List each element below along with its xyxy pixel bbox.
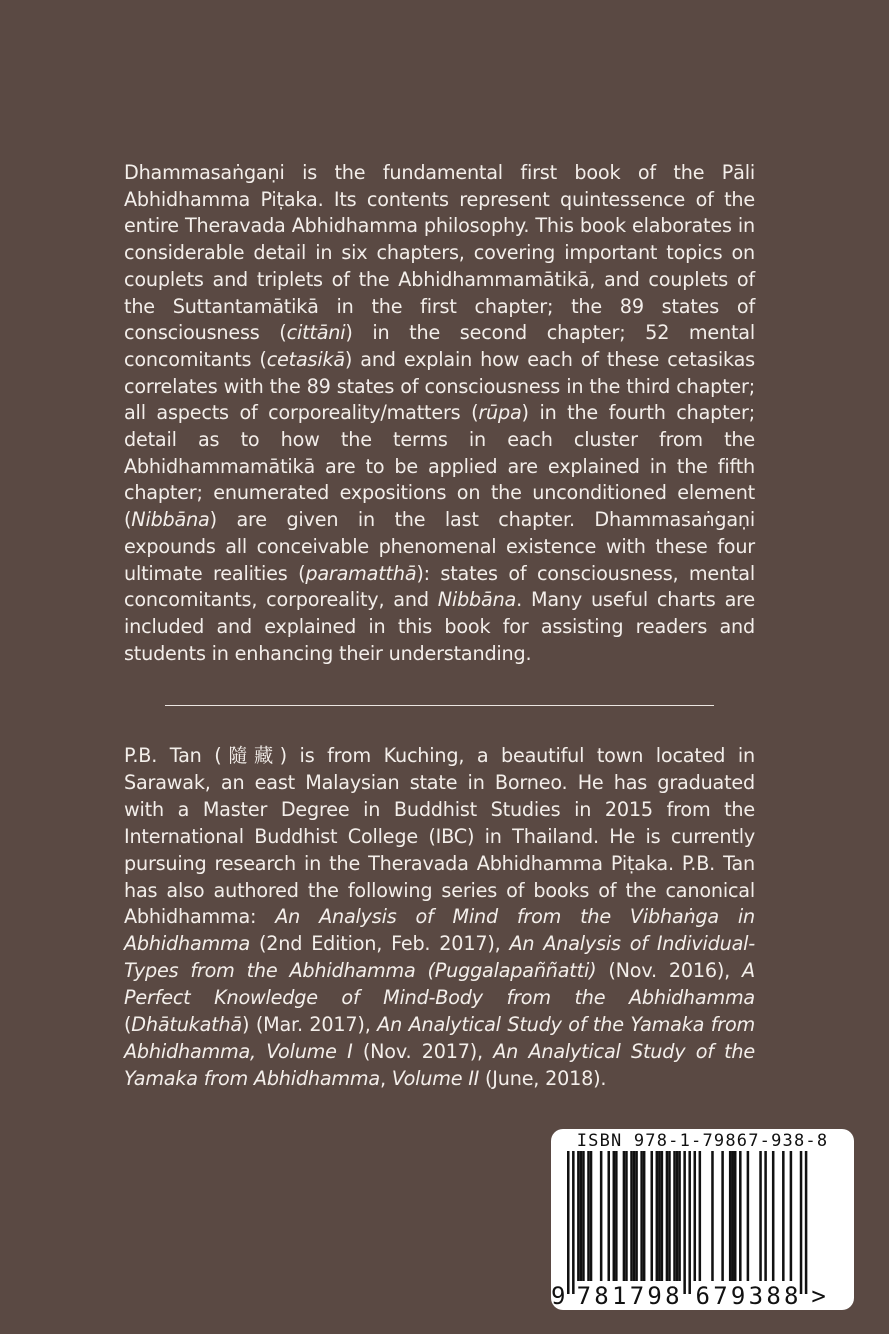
- barcode-bar: [699, 1151, 702, 1281]
- barcode-bar: [582, 1151, 585, 1281]
- barcode-digit: 7: [629, 1282, 645, 1310]
- italic-term: An Analysis of Mind from the Vibhaṅga in Abhidhamma: [124, 905, 756, 956]
- text-run: Dhammasaṅgaṇi is the fundamental first book of the Pāli Abhidhamma Piṭaka. Its contents represent quintessence of the entire Theravada Abhidhamma philosophy. This book elaborates in considerable detail in six chapters, covering important topics on couplets and triplets of the Abhidhammamātikā, and couplets of the Suttantamātikā in the first chapter; the 89 states of consciousness (: [124, 161, 755, 345]
- barcode-bar: [650, 1151, 653, 1281]
- barcode-bar: [739, 1151, 742, 1281]
- italic-term: cittāni: [286, 321, 346, 345]
- barcode-bar: [729, 1151, 732, 1281]
- barcode-bar: [683, 1151, 686, 1294]
- barcode-bar: [759, 1151, 762, 1281]
- barcode-bar: [721, 1151, 724, 1281]
- italic-term: paramatthā: [305, 561, 417, 585]
- barcode-bar: [764, 1151, 767, 1281]
- barcode-bar: [661, 1151, 664, 1281]
- barcode-bar: [694, 1151, 697, 1281]
- text-run: (June, 2018).: [479, 1066, 607, 1090]
- barcode-bar: [587, 1151, 590, 1281]
- barcode-bar: [782, 1151, 785, 1281]
- barcode-digit: 9: [551, 1282, 566, 1310]
- barcode-digit: 7: [713, 1282, 728, 1310]
- text-run: (Nov. 2017),: [352, 1039, 494, 1063]
- barcode-bar: [640, 1151, 643, 1281]
- italic-term: An Analysis of Individual-Types from the Abhidhamma (Puggalapaññatti): [124, 932, 755, 983]
- barcode-bar: [656, 1151, 659, 1281]
- barcode-bar: [678, 1151, 681, 1281]
- author-bio: [124, 743, 755, 1093]
- text-run: ) and explain how each of these cetasikas correlates with the 89 states of consciousness in the third chapter; all aspects of corporeality/matters (: [124, 347, 755, 425]
- text-run: ) (Mar. 2017),: [242, 1013, 378, 1037]
- text-run: (2nd Edition, Feb. 2017),: [250, 932, 510, 956]
- text-run: ): states of consciousness, mental concomitants, corporeality, and: [124, 561, 755, 612]
- barcode-digit: 3: [748, 1282, 764, 1310]
- italic-term: Nibbāna: [437, 588, 517, 612]
- barcode-bar: [590, 1151, 593, 1281]
- italic-term: Volume II: [391, 1066, 480, 1090]
- barcode-bar: [633, 1151, 636, 1281]
- text-run: (: [124, 1013, 132, 1037]
- text-run: ,: [379, 1066, 392, 1090]
- barcode-digit: 9: [730, 1282, 746, 1310]
- barcode-digit: 8: [594, 1282, 609, 1310]
- text-run: ) in the fourth chapter; detail as to how the terms in each cluster from the Abhidhammamātikā are to be applied are explained in the fifth chapter; enumerated expositions on the unconditioned element (: [124, 401, 755, 532]
- barcode-digit: 1: [612, 1282, 627, 1310]
- barcode-bar: [567, 1151, 570, 1294]
- italic-term: Dhātukathā: [131, 1013, 242, 1037]
- barcode-bar: [623, 1151, 626, 1281]
- italic-term: Nibbāna: [131, 508, 210, 532]
- barcode-bar: [711, 1151, 714, 1281]
- text-run: ) are given in the last chapter. Dhammasaṅgaṇi expounds all conceivable phenomenal existence with these four ultimate realities (: [124, 508, 755, 585]
- barcode-bar: [747, 1151, 750, 1281]
- barcode-bar: [805, 1151, 808, 1294]
- italic-term: An Analytical Study of the Yamaka from Abhidhamma, Volume I: [124, 1013, 755, 1063]
- barcode-bar: [666, 1151, 669, 1281]
- barcode-bar: [673, 1151, 676, 1281]
- section-divider: [165, 705, 714, 706]
- italic-term: cetasikā: [266, 347, 345, 371]
- barcode-digit: 8: [784, 1282, 799, 1310]
- text-run: ) in the second chapter; 52 mental concomitants (: [124, 321, 755, 371]
- text-run: P.B. Tan (隨藏) is from Kuching, a beautiful town located in Sarawak, an east Malaysian state in Borneo. He has graduated with a Master Degree in Buddhist Studies in 2015 from the International Buddhist College (IBC) in Thailand. He is currently pursuing research in the Theravada Abhidhamma Piṭaka. P.B. Tan has also authored the following series of books of the canonical Abhidhamma:: [124, 744, 755, 929]
- barcode-bar: [688, 1151, 691, 1294]
- barcode-bar: [800, 1151, 803, 1294]
- text-run: . Many useful charts are included and explained in this book for assisting readers and students in enhancing their understanding.: [124, 588, 755, 665]
- barcode-bar: [625, 1151, 628, 1281]
- barcode-bar: [790, 1151, 793, 1281]
- barcode-bar: [676, 1151, 679, 1281]
- barcode-bar: [607, 1151, 610, 1281]
- barcode-bar: [613, 1151, 616, 1281]
- barcode-end-mark: >: [811, 1282, 826, 1310]
- barcode-digit: 6: [695, 1282, 710, 1310]
- italic-term: A Perfect Knowledge of Mind-Body from the Abhidhamma: [124, 959, 755, 1010]
- barcode-bar: [572, 1151, 575, 1294]
- barcode-bar: [615, 1151, 618, 1281]
- barcode-bar: [658, 1151, 661, 1281]
- italic-term: An Analytical Study of the Yamaka from Abhidhamma: [124, 1039, 755, 1090]
- barcode-bar: [668, 1151, 671, 1281]
- barcode-bar: [731, 1151, 734, 1281]
- barcode-bar: [630, 1151, 633, 1281]
- barcode-digit: 8: [665, 1282, 680, 1310]
- barcode-bar: [734, 1151, 737, 1281]
- italic-term: rūpa: [478, 401, 522, 425]
- barcode-digit: 9: [647, 1282, 662, 1310]
- barcode-bar: [580, 1151, 583, 1281]
- barcode-bar: [772, 1151, 775, 1281]
- isbn-barcode: [551, 1129, 854, 1310]
- text-run: (Nov. 2016),: [596, 959, 743, 983]
- barcode-bar: [600, 1151, 603, 1281]
- barcode-bar: [635, 1151, 638, 1281]
- barcode-bar: [577, 1151, 580, 1281]
- barcode-digit: 7: [576, 1282, 592, 1310]
- isbn-label: ISBN 978-1-79867-938-8: [576, 1131, 829, 1151]
- barcode-digit: 8: [766, 1282, 781, 1310]
- barcode-bar: [643, 1151, 646, 1281]
- back-cover-blurb: [124, 160, 755, 667]
